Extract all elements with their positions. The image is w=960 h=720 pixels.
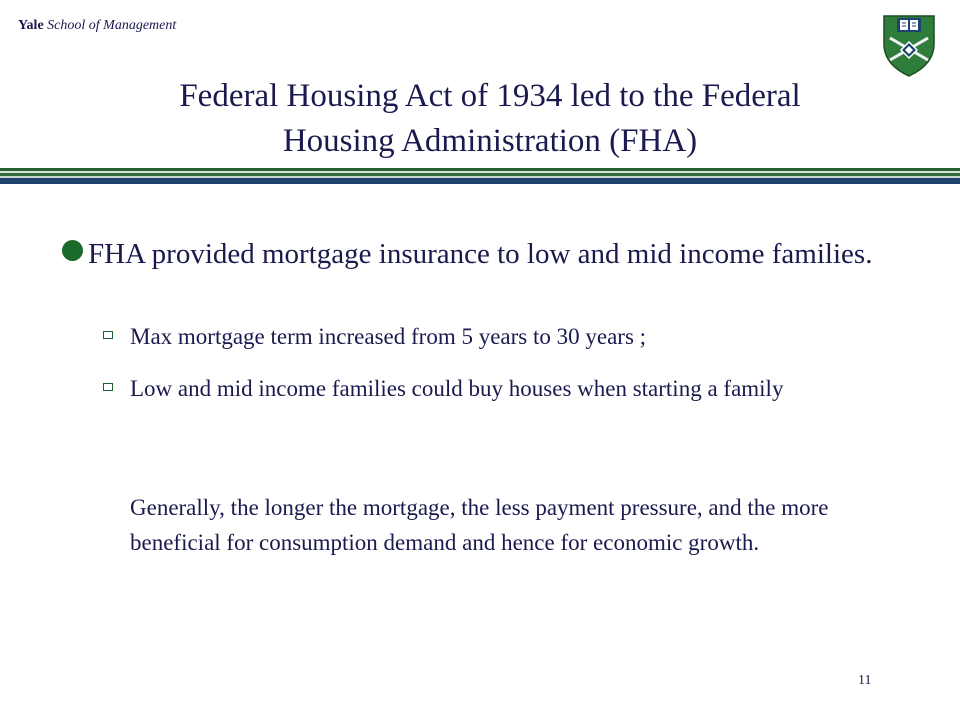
org-name-italic: School of Management xyxy=(47,18,177,33)
org-name-bold: Yale xyxy=(18,18,44,33)
bullet-dot-icon xyxy=(62,240,83,261)
page-number: 11 xyxy=(858,673,872,688)
square-bullet-icon xyxy=(103,331,113,339)
slide-title-line-1: Federal Housing Act of 1934 led to the Federal xyxy=(179,78,801,114)
sub-bullet-1 xyxy=(103,320,883,354)
sub-bullet-2 xyxy=(103,372,883,406)
summary-paragraph: Generally, the longer the mortgage, the less payment pressure, and the more beneficial for consumption demand and hence for economic growth. xyxy=(130,495,829,555)
slide-title-line-2: Housing Administration (FHA) xyxy=(282,123,698,159)
sub-bullet-text: Max mortgage term increased from 5 years to 30 years ; xyxy=(130,324,647,349)
slide-title xyxy=(80,74,900,164)
title-divider xyxy=(0,168,960,186)
yale-shield-logo xyxy=(882,14,936,78)
main-bullet-text: FHA provided mortgage insurance to low and mid income families. xyxy=(88,238,873,270)
sub-bullet-text: Low and mid income families could buy houses when starting a family xyxy=(130,376,784,401)
square-bullet-icon xyxy=(103,383,113,391)
org-name xyxy=(18,18,176,34)
main-bullet xyxy=(62,232,902,276)
